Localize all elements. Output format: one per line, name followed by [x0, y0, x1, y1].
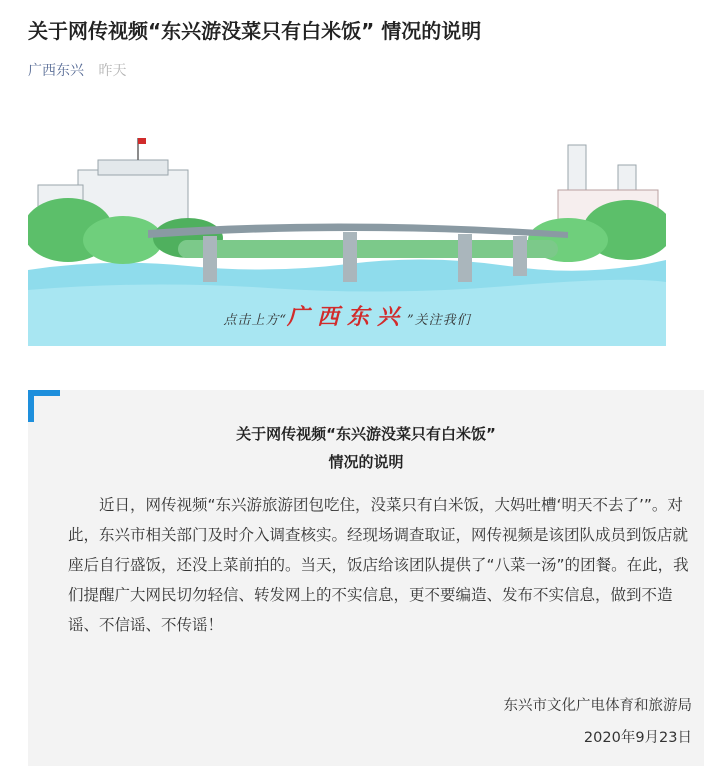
banner-image[interactable] — [28, 120, 666, 346]
notice-box — [28, 390, 704, 766]
publish-time: 昨天 — [98, 63, 127, 79]
signature-date: 2020年9月23日 — [583, 730, 692, 746]
notice-body: 近日，网传视频“东兴游旅游团包吃住，没菜只有白米饭，大妈吐槽‘明天不去了’”。对此，东兴市相关部门及时介入调查核实。经现场调查取证，网传视频是该团队成员到饭店就座后自行盛饭，还没上菜前拍的。当天，饭店给该团队提供了“八菜一汤”的团餐。在此，我们提醒广大网民切勿轻信、转发网上的不实信息，更不要编造、发布不实信息，做到不造谣、不信谣、不传谣！ — [68, 496, 689, 634]
article-meta — [28, 60, 126, 82]
article-title: 关于网传视频“东兴游没菜只有白米饭” 情况的说明 — [28, 19, 482, 43]
signature-org: 东兴市文化广电体育和旅游局 — [503, 698, 692, 714]
banner-slogan — [28, 300, 666, 331]
notice-heading-line2: 情况的说明 — [328, 453, 404, 471]
slogan-suffix: ”关注我们 — [407, 313, 471, 328]
slogan-prefix: 点击上方“ — [223, 313, 287, 328]
corner-accent — [28, 390, 60, 422]
account-name-link[interactable]: 广西东兴 — [28, 63, 84, 79]
slogan-brand: 广西东兴 — [286, 304, 407, 330]
notice-heading-line1: 关于网传视频“东兴游没菜只有白米饭” — [236, 425, 496, 443]
notice-heading — [28, 420, 704, 476]
